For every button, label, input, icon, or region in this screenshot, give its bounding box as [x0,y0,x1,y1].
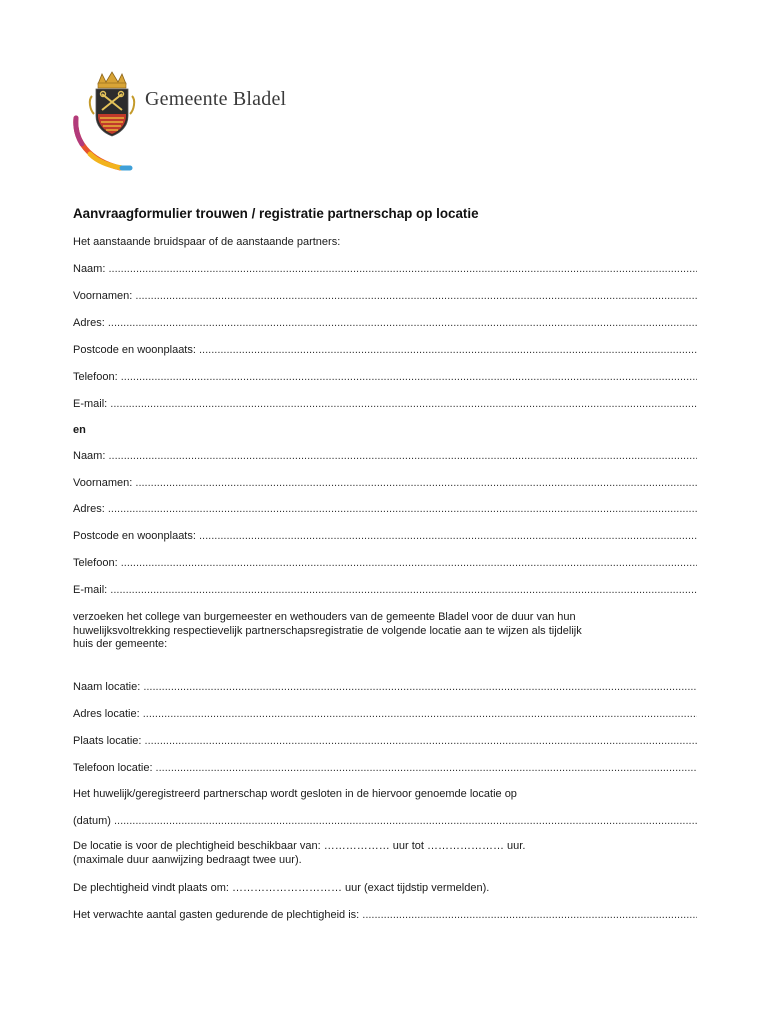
closing-statement: Het huwelijk/geregistreerd partnerschap wordt gesloten in de hiervoor genoemde locatie op [73,788,517,800]
availability-note: (maximale duur aanwijzing bedraagt twee uur). [73,853,302,866]
partner2-email-field[interactable]: E-mail: ..... [73,583,697,597]
location-telefoon-field[interactable]: Telefoon locatie: ..... [73,761,697,775]
logo-text: Gemeente Bladel [145,88,287,110]
partner1-naam-field[interactable]: Naam: ..... [73,262,697,276]
location-naam-field[interactable]: Naam locatie: ..... [73,680,697,694]
request-paragraph [73,611,683,652]
partner1-telefoon-field[interactable]: Telefoon: ..... [73,370,697,384]
partner1-adres-field[interactable]: Adres: ..... [73,316,697,330]
request-line: huis der gemeente: [73,638,168,651]
datum-field[interactable]: (datum) ..... [73,814,697,828]
location-adres-field[interactable]: Adres locatie: ..... [73,707,697,721]
partner2-telefoon-field[interactable]: Telefoon: ..... [73,556,697,570]
location-plaats-field[interactable]: Plaats locatie: ..... [73,734,697,748]
partner2-adres-field[interactable]: Adres: ..... [73,502,697,516]
intro-text: Het aanstaande bruidspaar of de aanstaande partners: [73,236,341,248]
request-line: huwelijksvoltrekking respectievelijk partnerschapsregistratie de volgende locatie aan te wijzen als tijdelijk [73,624,582,637]
partner2-voornamen-field[interactable]: Voornamen: ..... [73,476,697,490]
availability-line[interactable]: De locatie is voor de plechtigheid beschikbaar van: ……………… uur tot ………………… uur. [73,840,526,852]
partner2-postcode-field[interactable]: Postcode en woonplaats: ..... [73,529,697,543]
conjunction-en: en [73,424,86,436]
logo [68,70,308,180]
partner1-email-field[interactable]: E-mail: ..... [73,397,697,411]
time-line[interactable]: De plechtigheid vindt plaats om: ………………………… uur (exact tijdstip vermelden). [73,882,490,894]
partner1-voornamen-field[interactable]: Voornamen: ..... [73,289,697,303]
guests-field[interactable]: Het verwachte aantal gasten gedurende de plechtigheid is: ..... [73,908,697,922]
partner1-postcode-field[interactable]: Postcode en woonplaats: ..... [73,343,697,357]
page-title: Aanvraagformulier trouwen / registratie partnerschap op locatie [73,206,479,221]
partner2-naam-field[interactable]: Naam: ..... [73,449,697,463]
request-line: verzoeken het college van burgemeester en wethouders van de gemeente Bladel voor de duur van hun [73,611,576,623]
crest-icon [68,70,308,180]
availability-block [73,840,683,867]
